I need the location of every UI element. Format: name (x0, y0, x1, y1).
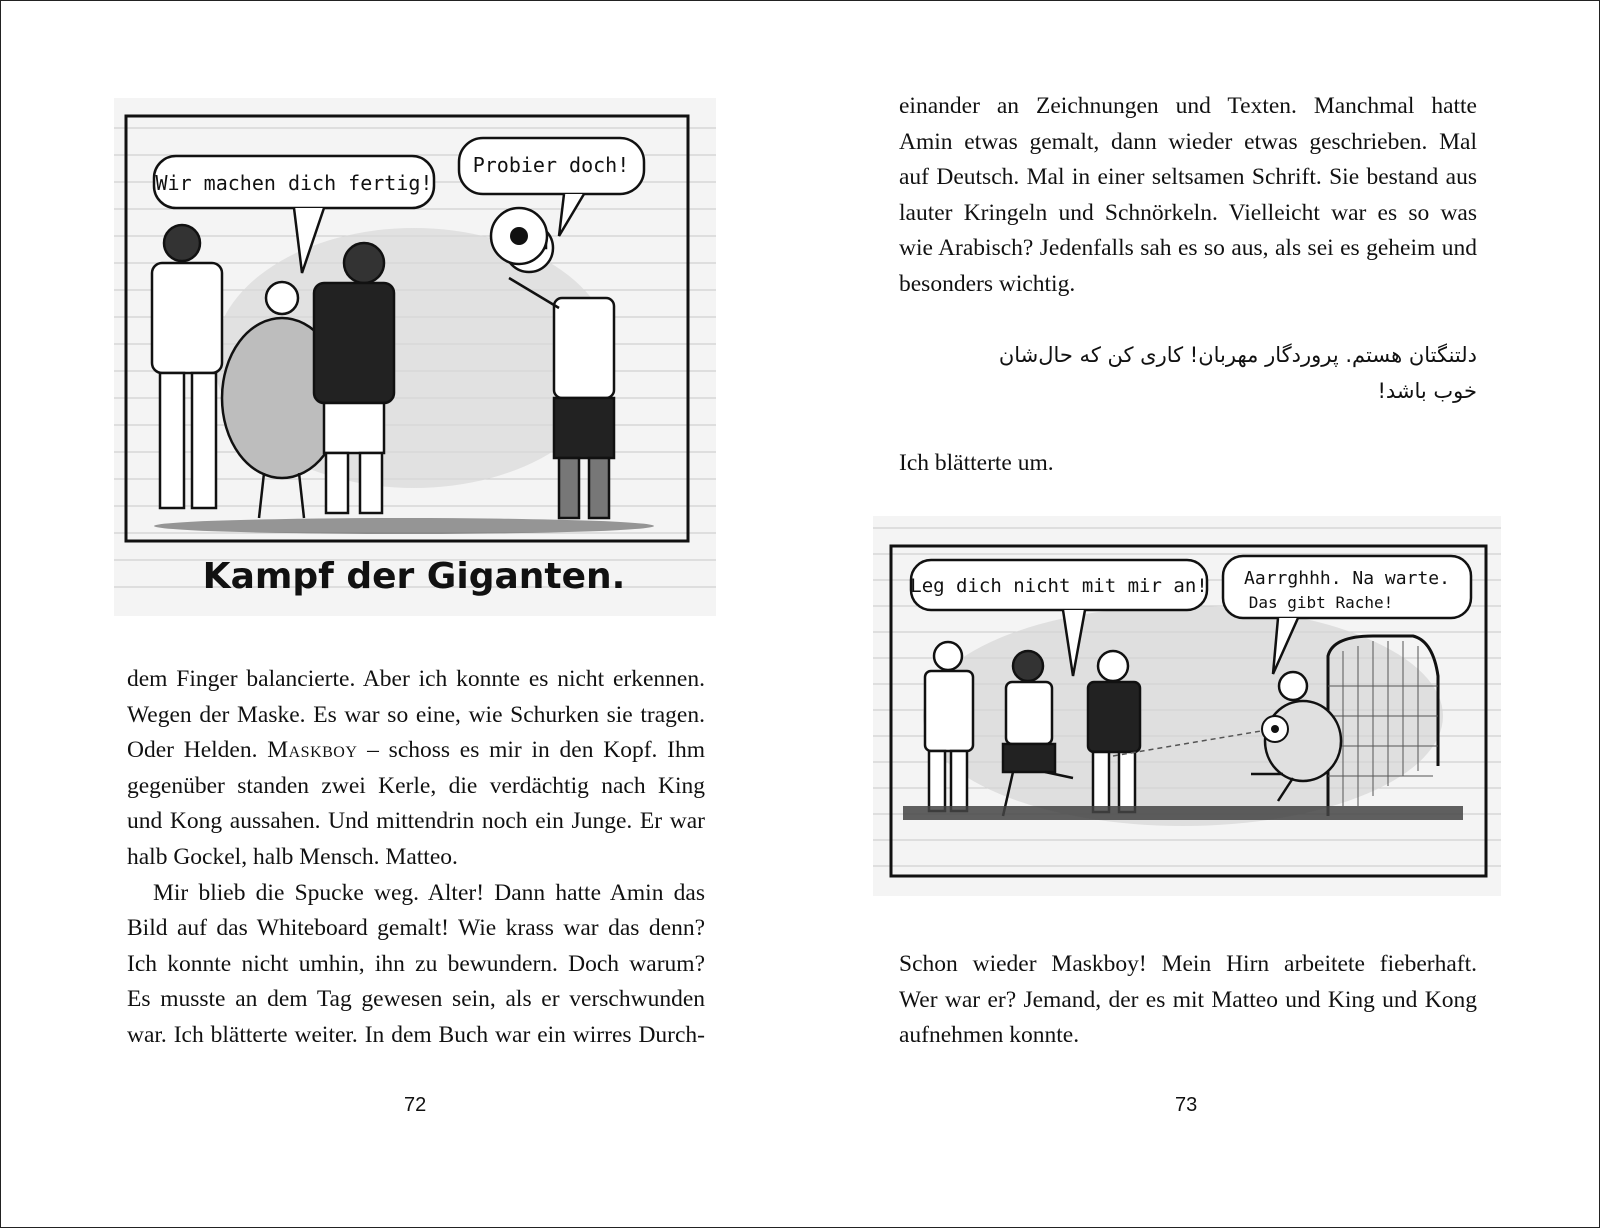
illustration-maskboy-goal (873, 516, 1501, 896)
page-number-left: 72 (404, 1094, 427, 1116)
text-line: einander an Zeichnungen und Texten. Manchmal hatte (899, 93, 1477, 119)
left-page (1, 1, 801, 1227)
text-line: Oder Helden. Maskboy – schoss es mir in den Kopf. Ihm (127, 737, 706, 764)
text-line: halb Gockel, halb Mensch. Matteo. (127, 843, 458, 870)
text-line: war. Ich blätterte weiter. In dem Buch war ein wirres Durch- (127, 1021, 705, 1048)
farsi-line: دلتنگتان هستم. پروردگار مهربان! کاری کن که حال‌شان (998, 343, 1477, 367)
right-paragraph-3 (899, 947, 1477, 1054)
right-page-text-bottom (899, 947, 1477, 1054)
illustration-caption: Kampf der Giganten. (202, 556, 626, 597)
text-line: lauter Kringeln und Schnörkeln. Vielleicht war es so was (899, 199, 1477, 226)
text-line: Ich konnte nicht umhin, ihn zu bewundern. Doch warum? (127, 950, 705, 977)
text-line: und Kong aussahen. Und mittendrin noch ein Junge. Er war (127, 808, 705, 835)
bubble-3-text: Leg dich nicht mit mir an! (910, 575, 1208, 597)
left-paragraph-2 (127, 876, 705, 1054)
text-line: wie Arabisch? Jedenfalls sah es so aus, als sei es geheim und (899, 235, 1477, 262)
bubble-1-text: Wir machen dich fertig! (155, 171, 433, 195)
speech-bubble-2 (459, 138, 644, 236)
maskboy-smallcaps: Maskboy (267, 737, 358, 764)
left-page-text (127, 662, 705, 1054)
farsi-text (899, 337, 1477, 409)
figure-king (152, 225, 222, 508)
text-line: Schon wieder Maskboy! Mein Hirn arbeitete fieberhaft. (899, 951, 1477, 977)
bubble-4-text-line-1: Aarrghhh. Na warte. (1244, 568, 1450, 589)
text-line: auf Deutsch. Mal in einer seltsamen Schrift. Sie bestand aus (899, 164, 1477, 191)
farsi-line: خوب باشد! (1377, 379, 1477, 403)
text-line: aufnehmen konnte. (899, 1022, 1080, 1049)
soccer-ball-icon (1262, 716, 1288, 742)
right-page (801, 1, 1599, 1227)
text-line: Es musste an dem Tag gewesen sein, als er verschwunden (127, 986, 705, 1013)
bubble-4-text-line-2: Das gibt Rache! (1248, 593, 1394, 612)
illustration-kampf-der-giganten (114, 98, 716, 616)
left-paragraph-1 (127, 662, 705, 876)
soccer-ball-icon (491, 208, 547, 264)
text-line: gegenüber standen zwei Kerle, die verdächtig nach King (127, 772, 705, 799)
right-paragraph-1 (899, 89, 1477, 303)
text-line: Wegen der Maske. Es war so eine, wie Schurken sie tragen. (127, 701, 705, 728)
right-paragraph-2 (899, 446, 1477, 482)
right-page-text-top (899, 89, 1477, 303)
bubble-2-text: Probier doch! (472, 153, 630, 177)
text-line: besonders wichtig. (899, 270, 1076, 297)
text-line: Wer war er? Jemand, der es mit Matteo und King und Kong (899, 986, 1477, 1013)
page-number-right: 73 (1175, 1094, 1198, 1116)
text-line: Amin etwas gemalt, dann wieder etwas geschrieben. Mal (899, 128, 1477, 155)
text-line: Mir blieb die Spucke weg. Alter! Dann hatte Amin das (153, 879, 705, 906)
text-line: Ich blätterte um. (899, 450, 1054, 476)
text-line: Bild auf das Whiteboard gemalt! Wie krass war das denn? (127, 915, 705, 942)
text-line: dem Finger balancierte. Aber ich konnte es nicht erkennen. (127, 666, 705, 692)
